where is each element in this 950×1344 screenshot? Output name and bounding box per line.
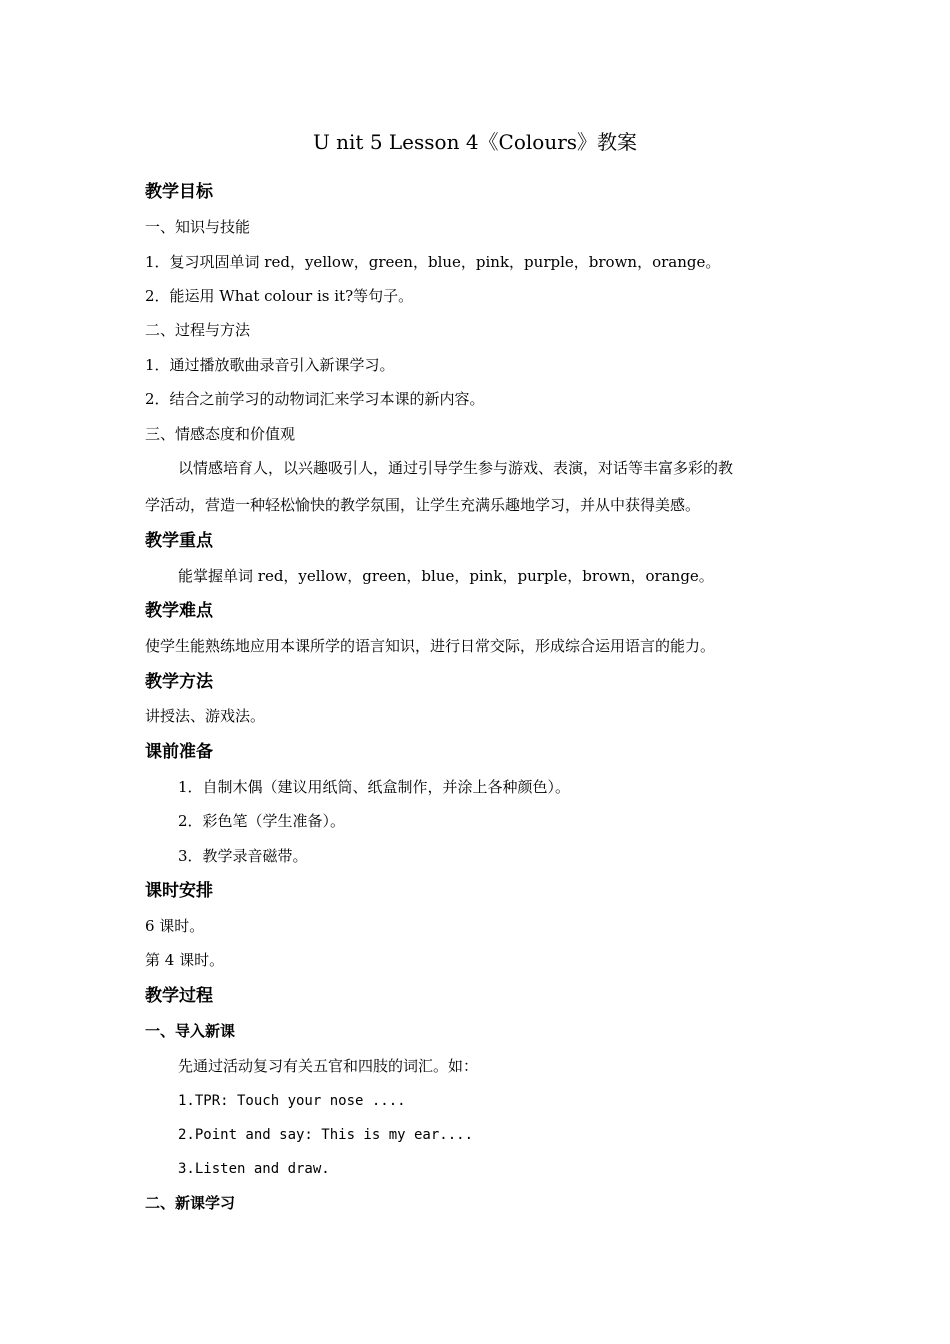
subheading-intro: 一、导入新课 xyxy=(145,1022,236,1040)
attitude-paragraph-line-2: 学活动，营造一种轻松愉快的教学氛围，让学生充满乐趣地学习，并从中获得美感。 xyxy=(145,496,701,514)
preparation-item: 1．自制木偶（建议用纸筒、纸盒制作，并涂上各种颜色）。 xyxy=(178,778,571,796)
attitude-paragraph-line-1: 以情感培育人，以兴趣吸引人，通过引导学生参与游戏、表演，对话等丰富多彩的教 xyxy=(178,459,734,477)
difficulties-text: 使学生能熟练地应用本课所学的语言知识，进行日常交际，形成综合运用语言的能力。 xyxy=(145,637,716,655)
objective-item-4: 2．结合之前学习的动物词汇来学习本课的新内容。 xyxy=(145,390,485,408)
intro-text: 先通过活动复习有关五官和四肢的词汇。如： xyxy=(178,1057,479,1075)
subheading-new-lesson: 二、新课学习 xyxy=(145,1194,236,1212)
heading-process: 教学过程 xyxy=(145,986,213,1006)
schedule-total: 6 课时。 xyxy=(145,917,205,935)
objective-item-3: 1．通过播放歌曲录音引入新课学习。 xyxy=(145,356,395,374)
heading-difficulties: 教学难点 xyxy=(145,601,213,621)
heading-preparation: 课前准备 xyxy=(145,742,213,762)
preparation-item: 2．彩色笔（学生准备）。 xyxy=(178,812,346,830)
heading-methods: 教学方法 xyxy=(145,672,213,692)
activity-item: 3.Listen and draw. xyxy=(178,1161,330,1177)
methods-text: 讲授法、游戏法。 xyxy=(145,707,266,725)
preparation-item: 3．教学录音磁带。 xyxy=(178,847,308,865)
key-points-text: 能掌握单词 red，yellow，green，blue，pink，purple，brown，orange。 xyxy=(178,567,714,585)
subheading-attitude: 三、情感态度和价值观 xyxy=(145,425,296,443)
activity-item: 2.Point and say: This is my ear.... xyxy=(178,1127,474,1143)
heading-objectives: 教学目标 xyxy=(145,182,213,202)
activity-item: 1.TPR: Touch your nose .... xyxy=(178,1093,406,1109)
schedule-current: 第 4 课时。 xyxy=(145,951,225,969)
subheading-knowledge: 一、知识与技能 xyxy=(145,218,251,236)
heading-schedule: 课时安排 xyxy=(145,881,213,901)
objective-item-1: 1．复习巩固单词 red，yellow，green，blue，pink，purple，brown，orange。 xyxy=(145,253,721,271)
objective-item-2: 2．能运用 What colour is it?等句子。 xyxy=(145,287,414,305)
subheading-process-method: 二、过程与方法 xyxy=(145,321,251,339)
heading-key-points: 教学重点 xyxy=(145,531,213,551)
document-title: U nit 5 Lesson 4《Colours》教案 xyxy=(312,130,638,154)
